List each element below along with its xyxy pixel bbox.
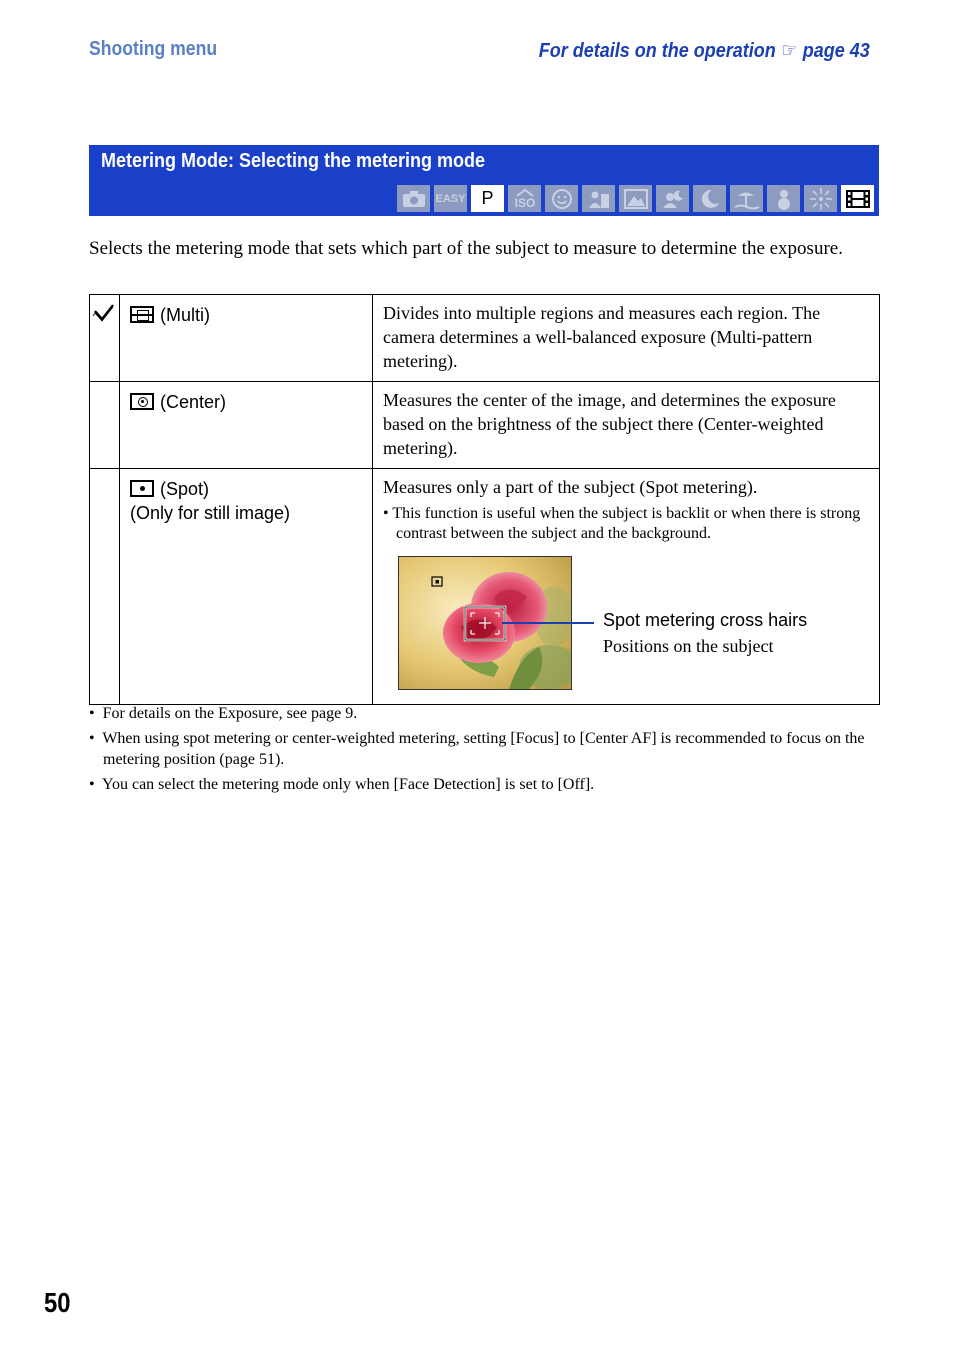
mode-name: (Spot) bbox=[160, 479, 210, 499]
snow-icon bbox=[767, 185, 800, 212]
bullet-marker: • bbox=[89, 730, 95, 747]
mode-description: Divides into multiple regions and measures each region. The camera determines a well-balanced exposure (Multi-pattern metering). bbox=[373, 295, 880, 382]
callout-leader-line bbox=[502, 622, 594, 624]
auto-camera-icon bbox=[397, 185, 430, 212]
mode-name: (Center) bbox=[160, 392, 227, 412]
page-number: 50 bbox=[44, 1287, 71, 1318]
mode-name-cell bbox=[120, 295, 373, 382]
soft-snap-icon bbox=[582, 185, 615, 212]
section-title: Shooting menu bbox=[89, 38, 218, 60]
mode-name-cell bbox=[120, 382, 373, 469]
mode-description: Measures only a part of the subject (Spot metering). bbox=[383, 477, 758, 497]
list-item bbox=[89, 728, 879, 770]
list-item bbox=[89, 774, 879, 795]
list-item bbox=[89, 703, 879, 724]
details-page-link[interactable]: page 43 bbox=[802, 40, 870, 62]
details-prefix: For details on the operation bbox=[538, 40, 777, 62]
fireworks-icon bbox=[804, 185, 837, 212]
multi-metering-icon bbox=[130, 306, 154, 323]
iso-label: ISO bbox=[514, 195, 535, 210]
movie-mode-icon bbox=[841, 185, 874, 212]
spot-metering-icon bbox=[130, 480, 154, 497]
twilight-icon bbox=[693, 185, 726, 212]
mode-name-cell bbox=[120, 469, 373, 705]
details-reference[interactable] bbox=[539, 38, 870, 63]
high-sensitivity-icon bbox=[508, 185, 541, 212]
figure-caption-subtitle: Positions on the subject bbox=[603, 636, 774, 656]
intro-text: Selects the metering mode that sets which part of the subject to measure to determine the exposure. bbox=[89, 238, 843, 259]
table-row bbox=[90, 295, 880, 382]
default-marker-cell bbox=[90, 469, 120, 705]
metering-modes-table bbox=[89, 294, 880, 705]
mode-name: (Multi) bbox=[160, 305, 210, 325]
program-mode-icon: P bbox=[471, 185, 504, 212]
pointing-hand-icon: ☞ bbox=[781, 40, 798, 62]
bullet-marker: • bbox=[89, 776, 95, 793]
note-text: You can select the metering mode only when [Face Detection] is set to [Off]. bbox=[102, 776, 595, 793]
notes-list bbox=[89, 703, 879, 799]
table-row bbox=[90, 469, 880, 705]
mode-icon-strip bbox=[397, 185, 874, 212]
center-metering-icon bbox=[130, 393, 154, 410]
figure-caption-title: Spot metering cross hairs bbox=[603, 610, 808, 630]
default-marker-cell bbox=[90, 382, 120, 469]
landscape-icon bbox=[619, 185, 652, 212]
page-title: Metering Mode: Selecting the metering mode bbox=[101, 150, 486, 172]
bullet-text: This function is useful when the subject is backlit or when there is strong contrast between the subject and the background. bbox=[392, 505, 861, 542]
bullet-marker: • bbox=[383, 505, 389, 522]
spot-metering-figure bbox=[383, 556, 869, 691]
description-bullet bbox=[383, 504, 869, 544]
title-bar bbox=[89, 145, 879, 216]
mode-description-cell bbox=[373, 469, 880, 705]
note-text: When using spot metering or center-weighted metering, setting [Focus] to [Center AF] is recommended to focus on the metering position (page 51). bbox=[102, 730, 865, 768]
bullet-marker: • bbox=[89, 705, 95, 722]
easy-mode-icon: EASY bbox=[434, 185, 467, 212]
mode-name-note: (Only for still image) bbox=[130, 503, 291, 523]
beach-icon bbox=[730, 185, 763, 212]
note-text: For details on the Exposure, see page 9. bbox=[102, 705, 358, 722]
default-marker-cell bbox=[90, 295, 120, 382]
twilight-portrait-icon bbox=[656, 185, 689, 212]
default-check-icon bbox=[92, 303, 116, 323]
smile-shutter-icon bbox=[545, 185, 578, 212]
table-row bbox=[90, 382, 880, 469]
mode-description: Measures the center of the image, and determines the exposure based on the brightness of the subject there (Center-weighted metering). bbox=[373, 382, 880, 469]
